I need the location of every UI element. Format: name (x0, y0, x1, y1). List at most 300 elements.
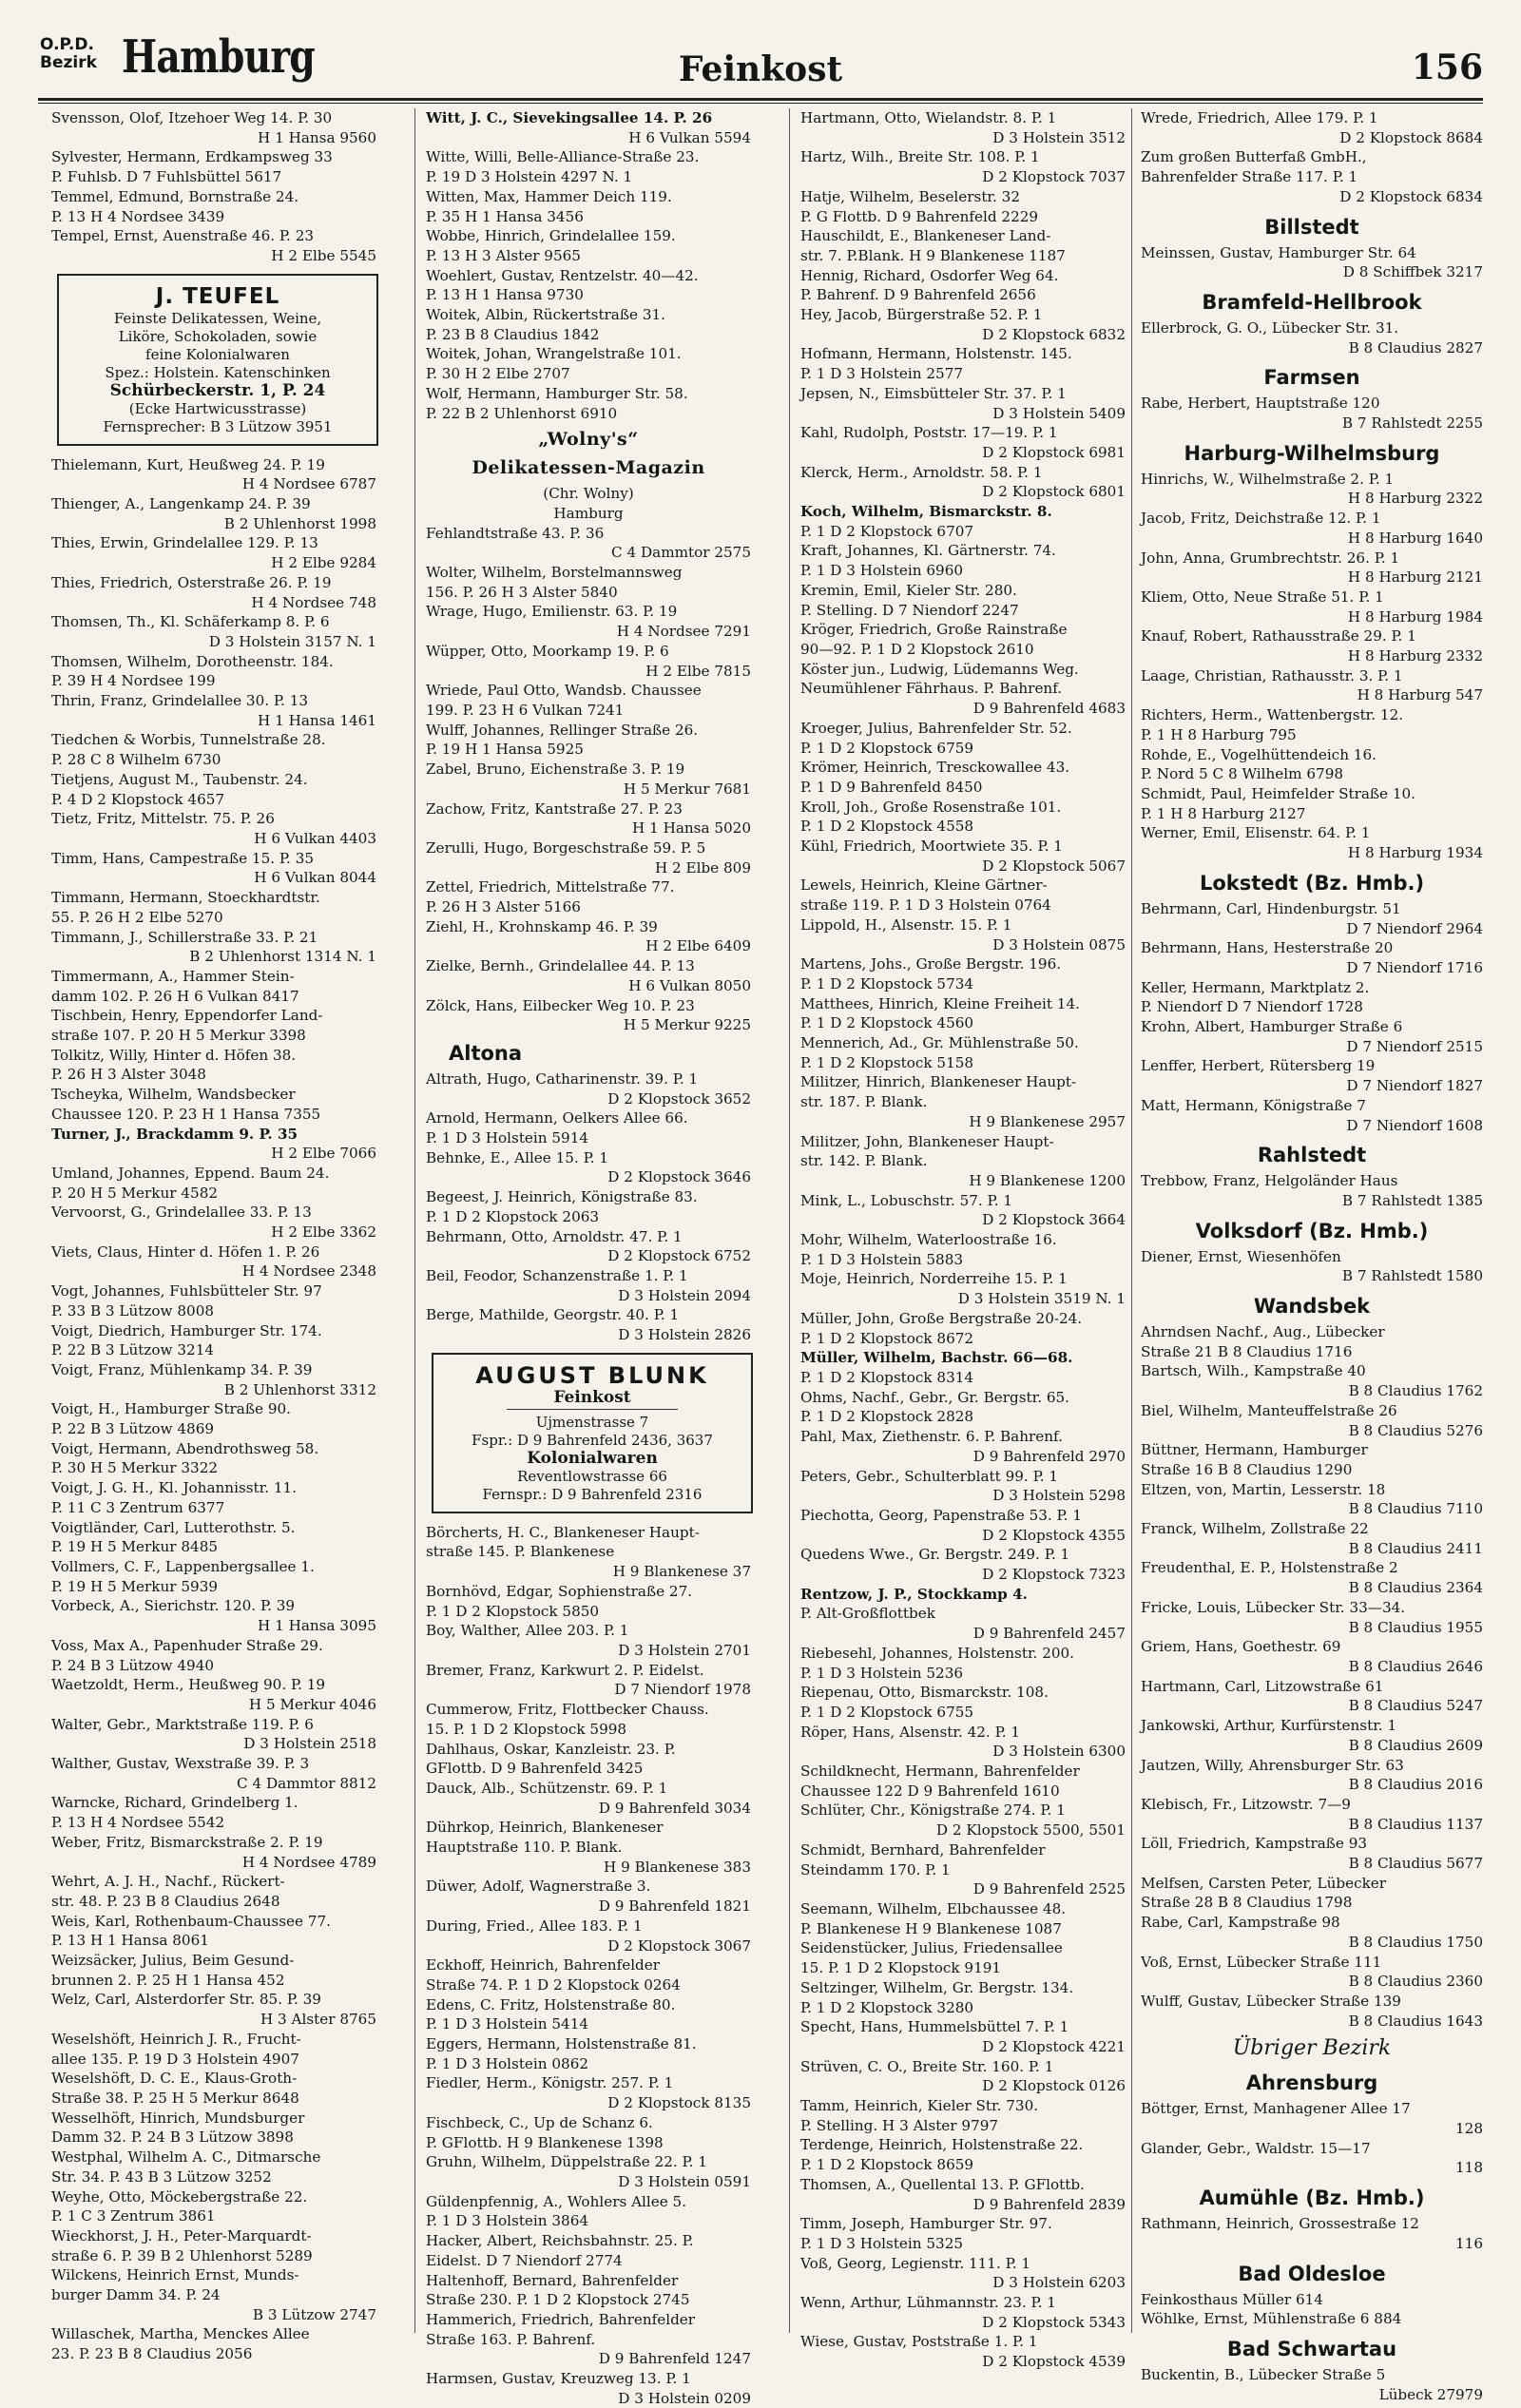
entry-text: 156. P. 26 H 3 Alster 5840 (426, 583, 618, 601)
entry-text: Tischbein, Henry, Eppendorfer Land- (51, 1007, 323, 1025)
directory-entry (426, 305, 751, 325)
directory-entry (426, 1700, 751, 1720)
entry-text: Löll, Friedrich, Kampstraße 93 (1141, 1835, 1368, 1853)
entry-text: Tolkitz, Willy, Hinter d. Höfen 38. (51, 1046, 297, 1064)
entry-phone: B 8 Claudius 7110 (1348, 1500, 1483, 1518)
entry-text: Wöhlke, Ernst, Mühlenstraße 6 884 (1141, 2310, 1402, 2328)
entry-text: Wrage, Hugo, Emilienstr. 63. P. 19 (426, 603, 678, 621)
directory-entry (800, 285, 1126, 305)
entry-text: Westphal, Wilhelm A. C., Ditmarsche (51, 2148, 321, 2167)
entry-text: Trebbow, Franz, Helgoländer Haus (1141, 1172, 1398, 1190)
entry-text: Militzer, John, Blankeneser Haupt- (800, 1132, 1054, 1150)
directory-entry (800, 2155, 1126, 2175)
entry-phone: D 3 Holstein 2701 (618, 1642, 751, 1659)
directory-entry (51, 2069, 376, 2089)
entry-phone: D 3 Holstein 3157 N. 1 (208, 632, 376, 650)
entry-text: Wesselhöft, Hinrich, Mundsburger (51, 2109, 305, 2127)
directory-entry (51, 1754, 376, 1793)
entry-phone: H 2 Elbe 3362 (271, 1223, 376, 1242)
entry-text: 15. P. 1 D 2 Klopstock 9191 (800, 1959, 1002, 1977)
entry-text: Straße 28 B 8 Claudius 1798 (1141, 1894, 1353, 1912)
directory-entry (800, 2116, 1126, 2136)
directory-entry (51, 1557, 376, 1577)
directory-entry (51, 612, 376, 651)
entry-text: Tscheyka, Wilhelm, Wandsbecker (51, 1086, 296, 1104)
directory-entry (800, 1840, 1126, 1860)
entry-text: Börcherts, H. C., Blankeneser Haupt- (426, 1523, 700, 1541)
directory-entry (426, 1779, 751, 1818)
directory-entry (800, 1860, 1126, 1899)
city-title: Hamburg (122, 30, 316, 84)
directory-entry (800, 915, 1126, 954)
entry-text: Schmidt, Bernhard, Bahrenfelder (800, 1840, 1046, 1859)
entry-text: Kliem, Otto, Neue Straße 51. P. 1 (1141, 588, 1384, 606)
entry-text: Welz, Carl, Alsterdorfer Str. 85. P. 39 (51, 1991, 321, 2009)
entry-text: Büttner, Hermann, Hamburger (1141, 1441, 1368, 1459)
directory-entry (800, 1545, 1126, 1584)
directory-entry (51, 1164, 376, 1184)
entry-text: Dührkop, Heinrich, Blankeneser (426, 1819, 664, 1837)
directory-entry (1141, 1795, 1483, 1834)
entry-phone: D 7 Niendorf 2515 (1346, 1037, 1483, 1055)
entry-text: P. 1 D 3 Holstein 0862 (426, 2054, 589, 2072)
entry-text: P. Stelling. H 3 Alster 9797 (800, 2116, 999, 2134)
entry-phone: D 2 Klopstock 3646 (607, 1168, 751, 1186)
entry-phone: D 2 Klopstock 8684 (1339, 128, 1483, 146)
directory-entry (426, 877, 751, 897)
entry-phone: D 2 Klopstock 4355 (982, 1526, 1126, 1544)
directory-entry (426, 897, 751, 917)
directory-entry (800, 837, 1126, 876)
entry-text: Str. 34. P. 43 B 3 Lützow 3252 (51, 2167, 272, 2186)
entry-text: Martens, Johs., Große Bergstr. 196. (800, 955, 1062, 973)
directory-entry (51, 1596, 376, 1635)
entry-phone: B 2 Uhlenhorst 3312 (223, 1380, 376, 1398)
directory-entry (1141, 899, 1483, 938)
directory-entry (1141, 1598, 1483, 1637)
entry-phone: D 2 Klopstock 5500, 5501 (935, 1821, 1126, 1840)
directory-entry (51, 2246, 376, 2266)
directory-entry (426, 2211, 751, 2231)
entry-phone: H 8 Harburg 2121 (1347, 568, 1483, 587)
entry-text: Straße 74. P. 1 D 2 Klopstock 0264 (426, 1975, 681, 1994)
entry-text: Wrede, Friedrich, Allee 179. P. 1 (1141, 109, 1378, 126)
directory-entry (426, 2231, 751, 2251)
entry-text: Franck, Wilhelm, Zollstraße 22 (1141, 1520, 1369, 1538)
directory-entry (426, 721, 751, 741)
directory-entry (800, 1407, 1126, 1427)
directory-entry (800, 1683, 1126, 1703)
entry-text: P. Alt-Großflottbek (800, 1605, 935, 1623)
directory-entry (426, 838, 751, 877)
directory-entry (426, 2073, 751, 2112)
entry-phone: B 8 Claudius 2646 (1348, 1658, 1483, 1675)
entry-text: Jepsen, N., Eimsbütteler Str. 37. P. 1 (800, 384, 1067, 402)
directory-entry (1141, 1992, 1483, 2031)
directory-entry (426, 2014, 751, 2034)
entry-text: Jankowski, Arthur, Kurfürstenstr. 1 (1141, 1717, 1397, 1735)
directory-entry (426, 167, 751, 187)
entry-text: GFlottb. D 9 Bahrenfeld 3425 (426, 1760, 644, 1778)
entry-text: Koch, Wilhelm, Bismarckstr. 8. (800, 503, 1052, 521)
directory-entry (800, 994, 1126, 1014)
entry-phone: B 8 Claudius 2827 (1348, 338, 1483, 356)
ad-line: feine Kolonialwaren (145, 345, 290, 363)
entry-phone: H 8 Harburg 1934 (1347, 844, 1483, 862)
directory-entry (1141, 666, 1483, 705)
entry-text: Ohms, Nachf., Gebr., Gr. Bergstr. 65. (800, 1388, 1069, 1406)
entry-text: Lewels, Heinrich, Kleine Gärtner- (800, 877, 1048, 895)
entry-text: Matt, Hermann, Königstraße 7 (1141, 1096, 1366, 1114)
entry-phone: D 3 Holstein 0875 (992, 935, 1126, 954)
entry-text: Ziehl, H., Krohnskamp 46. P. 39 (426, 917, 658, 935)
directory-entry (51, 1085, 376, 1105)
directory-entry (800, 679, 1126, 718)
directory-entry (800, 1092, 1126, 1131)
directory-entry (1141, 1834, 1483, 1873)
entry-text: Wehrt, A. J. H., Nachf., Rückert- (51, 1873, 285, 1891)
entry-text: Zielke, Bernh., Grindelallee 44. P. 13 (426, 957, 695, 975)
entry-text: Fricke, Louis, Lübecker Str. 33—34. (1141, 1598, 1406, 1616)
entry-phone: H 9 Blankenese 37 (612, 1563, 751, 1581)
directory-entry (800, 817, 1126, 837)
entry-text: Piechotta, Georg, Papenstraße 53. P. 1 (800, 1506, 1083, 1524)
entry-text: Witt, J. C., Sievekingsallee 14. P. 26 (426, 109, 713, 126)
entry-text: Eidelst. D 7 Niendorf 2774 (426, 2251, 623, 2269)
entry-text: P. 1 D 2 Klopstock 5734 (800, 974, 974, 992)
directory-entry (51, 671, 376, 691)
entry-text: Schildknecht, Hermann, Bahrenfelder (800, 1763, 1080, 1781)
entry-phone: D 2 Klopstock 4539 (982, 2353, 1126, 2371)
directory-entry (800, 207, 1126, 227)
entry-text: Schmidt, Paul, Heimfelder Straße 10. (1141, 784, 1416, 802)
entry-text: Jautzen, Willy, Ahrensburger Str. 63 (1141, 1756, 1404, 1774)
entry-text: P. 1 D 3 Holstein 2577 (800, 365, 964, 383)
entry-text: Kremin, Emil, Kieler Str. 280. (800, 581, 1017, 599)
entry-phone: H 8 Harburg 1640 (1347, 529, 1483, 547)
directory-entry (426, 1975, 751, 1995)
directory-entry (1141, 1017, 1483, 1056)
entry-text: Thrin, Franz, Grindelallee 30. P. 13 (51, 692, 309, 710)
page-number: 156 (1411, 48, 1483, 87)
directory-entry (800, 2057, 1126, 2096)
entry-phone: B 8 Claudius 5247 (1348, 1697, 1483, 1715)
directory-entry (426, 2310, 751, 2330)
entry-text: Bartsch, Wilh., Kampstraße 40 (1141, 1362, 1366, 1380)
directory-entry (426, 246, 751, 266)
directory-entry (800, 758, 1126, 778)
entry-text: Hatje, Wilhelm, Beselerstr. 32 (800, 187, 1020, 205)
directory-entry (1141, 745, 1483, 765)
entry-text: 15. P. 1 D 2 Klopstock 5998 (426, 1720, 627, 1738)
directory-entry (800, 1938, 1126, 1958)
directory-entry (51, 2128, 376, 2148)
district-heading: Altona (449, 1041, 523, 1065)
directory-entry (426, 740, 751, 760)
entry-text: Weselshöft, D. C. E., Klaus-Groth- (51, 2070, 298, 2088)
directory-entry (800, 2254, 1126, 2293)
entry-phone: D 2 Klopstock 5343 (982, 2313, 1126, 2331)
entry-text: Wüpper, Otto, Moorkamp 19. P. 6 (426, 642, 669, 660)
entry-text: str. 187. P. Blank. (800, 1093, 928, 1111)
entry-text: Lenffer, Herbert, Rütersberg 19 (1141, 1057, 1376, 1075)
entry-text: Köster jun., Ludwig, Lüdemanns Weg. (800, 660, 1079, 678)
directory-entry (51, 2344, 376, 2364)
directory-entry (1141, 1361, 1483, 1400)
entry-text: Meinssen, Gustav, Hamburger Str. 64 (1141, 243, 1416, 261)
entry-text: P. Niendorf D 7 Niendorf 1728 (1141, 998, 1363, 1016)
directory-entry (1141, 167, 1483, 206)
entry-text: P. 1 D 3 Holstein 5914 (426, 1129, 589, 1147)
entry-phone: C 4 Dammtor 8812 (237, 1774, 376, 1792)
entry-text: Wolf, Hermann, Hamburger Str. 58. (426, 384, 688, 402)
entry-text: Arnold, Hermann, Oelkers Allee 66. (426, 1109, 688, 1127)
entry-text: Bremer, Franz, Karkwurt 2. P. Eidelst. (426, 1661, 704, 1679)
entry-phone: B 2 Uhlenhorst 1314 N. 1 (189, 948, 376, 966)
entry-phone: D 2 Klopstock 3664 (982, 1211, 1126, 1229)
entry-text: P. 13 H 4 Nordsee 5542 (51, 1814, 225, 1832)
directory-entry (51, 1498, 376, 1518)
entry-phone: H 9 Blankenese 2957 (969, 1112, 1126, 1130)
directory-entry (800, 541, 1126, 561)
directory-entry (51, 1892, 376, 1912)
directory-entry (51, 108, 376, 147)
entry-text: Timmann, J., Schillerstraße 33. P. 21 (51, 928, 318, 946)
directory-entry (51, 809, 376, 848)
entry-text: Sylvester, Hermann, Erdkampsweg 33 (51, 148, 333, 166)
column-divider (1131, 108, 1132, 2333)
entry-phone: H 1 Hansa 3095 (258, 1617, 376, 1635)
entry-text: Umland, Johannes, Eppend. Baum 24. (51, 1164, 330, 1182)
directory-entry (800, 1958, 1126, 1978)
entry-text: John, Anna, Grumbrechtstr. 26. P. 1 (1141, 549, 1400, 567)
directory-entry (51, 2187, 376, 2207)
directory-entry (426, 2192, 751, 2212)
entry-text: Steindamm 170. P. 1 (800, 1860, 951, 1878)
directory-entry (51, 1360, 376, 1399)
ad-heading: Delikatessen-Magazin (472, 457, 705, 479)
entry-text: straße 6. P. 39 B 2 Uhlenhorst 5289 (51, 2246, 313, 2264)
directory-entry (1141, 804, 1483, 824)
entry-text: P. 22 B 2 Uhlenhorst 6910 (426, 404, 618, 422)
entry-text: Thies, Friedrich, Osterstraße 26. P. 19 (51, 573, 332, 591)
directory-entry (426, 701, 751, 721)
entry-text: P. 1 D 9 Bahrenfeld 8450 (800, 778, 983, 796)
entry-phone: D 7 Niendorf 1827 (1346, 1077, 1483, 1095)
entry-text: Chaussee 122 D 9 Bahrenfeld 1610 (800, 1782, 1060, 1800)
entry-text: Terdenge, Heinrich, Holstenstraße 22. (800, 2136, 1084, 2154)
entry-text: Wriede, Paul Otto, Wandsb. Chaussee (426, 682, 702, 700)
entry-text: P. 1 D 2 Klopstock 6707 (800, 522, 974, 540)
entry-phone: D 3 Holstein 5298 (992, 1487, 1126, 1505)
entry-text: Walther, Gustav, Wexstraße 39. P. 3 (51, 1755, 310, 1773)
entry-phone: D 9 Bahrenfeld 1247 (598, 2350, 751, 2368)
entry-text: Werner, Emil, Elisenstr. 64. P. 1 (1141, 824, 1371, 842)
directory-entry (426, 1661, 751, 1700)
directory-entry (800, 739, 1126, 759)
entry-text: Woitek, Albin, Rückertstraße 31. (426, 306, 665, 324)
entry-text: Lippold, H., Alsenstr. 15. P. 1 (800, 915, 1012, 934)
directory-entry (426, 364, 751, 384)
entry-text: Voigt, Franz, Mühlenkamp 34. P. 39 (51, 1360, 313, 1378)
entry-text: Mennerich, Ad., Gr. Mühlenstraße 50. (800, 1034, 1079, 1052)
directory-entry (426, 1108, 751, 1128)
directory-entry (1141, 1953, 1483, 1992)
directory-entry (426, 2330, 751, 2369)
entry-phone: H 4 Nordsee 748 (251, 593, 376, 611)
directory-entry (1141, 823, 1483, 862)
ad-subtitle: Kolonialwaren (527, 1448, 658, 1468)
directory-entry (426, 1227, 751, 1266)
entry-text: Zum großen Butterfaß GmbH., (1141, 148, 1367, 166)
directory-entry (800, 2332, 1126, 2371)
district-heading: Bad Oldesloe (1238, 2262, 1386, 2285)
entry-text: Chaussee 120. P. 23 H 1 Hansa 7355 (51, 1105, 321, 1123)
entry-phone: H 4 Nordsee 4789 (241, 1853, 376, 1871)
directory-entry (800, 266, 1126, 286)
entry-text: 90—92. P. 1 D 2 Klopstock 2610 (800, 640, 1034, 658)
directory-entry (1141, 318, 1483, 357)
directory-entry (426, 384, 751, 404)
entry-text: P. 1 D 3 Holstein 5236 (800, 1664, 964, 1682)
entry-text: Vervoorst, G., Grindelallee 33. P. 13 (51, 1204, 312, 1222)
entry-text: Woehlert, Gustav, Rentzelstr. 40—42. (426, 266, 699, 284)
entry-text: Weis, Karl, Rothenbaum-Chaussee 77. (51, 1912, 331, 1930)
entry-text: Witten, Max, Hammer Deich 119. (426, 187, 672, 205)
directory-entry (51, 1301, 376, 1321)
section-title: Feinkost (678, 49, 843, 89)
entry-text: P. 33 B 3 Lützow 8008 (51, 1301, 215, 1320)
entry-text: Haltenhoff, Bernard, Bahrenfelder (426, 2271, 679, 2289)
directory-entry (51, 167, 376, 187)
entry-phone: H 2 Elbe 7066 (271, 1145, 376, 1163)
entry-phone: D 9 Bahrenfeld 1821 (598, 1898, 751, 1916)
directory-entry (1141, 549, 1483, 588)
entry-text: Eggers, Hermann, Holstenstraße 81. (426, 2035, 697, 2053)
directory-entry (1141, 1893, 1483, 1913)
entry-text: Cummerow, Fritz, Flottbecker Chauss. (426, 1701, 709, 1719)
directory-entry (426, 344, 751, 364)
directory-entry (800, 344, 1126, 364)
ad-phone: Fernsprecher: B 3 Lützow 3951 (103, 417, 333, 435)
directory-entry (426, 1877, 751, 1916)
directory-entry (51, 1833, 376, 1872)
entry-phone: 118 (1455, 2159, 1483, 2177)
entry-text: Behrmann, Otto, Arnoldstr. 47. P. 1 (426, 1227, 683, 1245)
entry-text: Jacob, Fritz, Deichstraße 12. P. 1 (1141, 510, 1381, 528)
entry-phone: D 7 Niendorf 2964 (1346, 919, 1483, 937)
directory-entry (51, 1931, 376, 1951)
directory-entry (1141, 626, 1483, 665)
directory-entry (51, 987, 376, 1007)
entry-text: Waetzoldt, Herm., Heußweg 90. P. 19 (51, 1676, 326, 1694)
directory-entry (800, 561, 1126, 581)
entry-phone: B 8 Claudius 2411 (1348, 1539, 1483, 1557)
entry-text: Eltzen, von, Martin, Lesserstr. 18 (1141, 1480, 1386, 1498)
directory-entry (1141, 2365, 1483, 2404)
directory-entry (51, 1458, 376, 1478)
directory-entry (800, 1801, 1126, 1840)
district-heading: Farmsen (1263, 366, 1360, 390)
entry-text: Fiedler, Herm., Königstr. 257. P. 1 (426, 2074, 674, 2092)
directory-entry (1141, 705, 1483, 725)
entry-text: Wilckens, Heinrich Ernst, Munds- (51, 2266, 299, 2284)
entry-text: Dahlhaus, Oskar, Kanzleistr. 23. P. (426, 1740, 676, 1758)
directory-entry (426, 2113, 751, 2133)
entry-text: Thielemann, Kurt, Heußweg 24. P. 19 (51, 455, 325, 473)
entry-text: Müller, Wilhelm, Bachstr. 66—68. (800, 1349, 1073, 1367)
entry-text: allee 135. P. 19 D 3 Holstein 4907 (51, 2050, 299, 2068)
directory-entry (51, 226, 376, 265)
directory-entry (1141, 1322, 1483, 1342)
entry-phone: H 5 Merkur 7681 (623, 780, 751, 798)
entry-text: Freudenthal, E. P., Holstenstraße 2 (1141, 1559, 1398, 1577)
entry-phone: H 1 Hansa 1461 (258, 711, 376, 729)
directory-entry (1141, 1056, 1483, 1095)
directory-entry (1141, 394, 1483, 433)
entry-text: Ellerbrock, G. O., Lübecker Str. 31. (1141, 318, 1399, 337)
entry-phone: H 9 Blankenese 383 (604, 1858, 751, 1876)
entry-phone: D 2 Klopstock 6801 (982, 483, 1126, 501)
entry-phone: B 8 Claudius 1750 (1348, 1933, 1483, 1951)
directory-entry (426, 1720, 751, 1740)
entry-phone: H 8 Harburg 1984 (1347, 607, 1483, 626)
entry-phone: H 6 Vulkan 4403 (254, 829, 376, 847)
entry-text: P. 26 H 3 Alster 3048 (51, 1066, 206, 1084)
entry-text: Rabe, Carl, Kampstraße 98 (1141, 1914, 1340, 1932)
directory-entry (426, 1582, 751, 1602)
entry-text: straße 107. P. 20 H 5 Merkur 3398 (51, 1027, 306, 1045)
entry-text: P. 1 D 2 Klopstock 8659 (800, 2156, 974, 2174)
entry-phone: B 8 Claudius 2016 (1348, 1776, 1483, 1794)
entry-text: Hauptstraße 110. P. Blank. (426, 1839, 623, 1857)
directory-entry (1141, 1756, 1483, 1795)
entry-text: Seltzinger, Wilhelm, Gr. Bergstr. 134. (800, 1978, 1074, 1996)
directory-entry (426, 226, 751, 246)
entry-phone: D 3 Holstein 2094 (618, 1286, 751, 1304)
entry-text: P. Fuhlsb. D 7 Fuhlsbüttel 5617 (51, 168, 282, 186)
directory-entry (1141, 784, 1483, 804)
directory-entry (51, 967, 376, 987)
opd-label: O.P.D. (40, 35, 94, 54)
entry-phone: B 3 Lützow 2747 (252, 2305, 376, 2323)
entry-text: P. 1 D 3 Holstein 6960 (800, 562, 964, 580)
entry-phone: D 9 Bahrenfeld 2457 (972, 1625, 1126, 1643)
directory-entry (51, 2148, 376, 2167)
entry-text: P. GFlottb. H 9 Blankenese 1398 (426, 2133, 664, 2151)
entry-text: P. 1 D 3 Holstein 3864 (426, 2212, 589, 2230)
entry-phone: D 2 Klopstock 7037 (982, 168, 1126, 186)
entry-text: Riebesehl, Johannes, Holstenstr. 200. (800, 1644, 1075, 1662)
entry-text: Krohn, Albert, Hamburger Straße 6 (1141, 1018, 1403, 1036)
entry-text: P. 20 H 5 Merkur 4582 (51, 1184, 219, 1202)
directory-entry (51, 790, 376, 810)
directory-entry (800, 1782, 1126, 1801)
entry-phone: B 8 Claudius 2609 (1348, 1736, 1483, 1754)
directory-entry (1141, 1460, 1483, 1480)
entry-text: P. 39 H 4 Nordsee 199 (51, 672, 216, 690)
entry-text: Voigt, Hermann, Abendrothsweg 58. (51, 1439, 319, 1457)
entry-text: P. 26 H 3 Alster 5166 (426, 898, 581, 916)
entry-phone: H 6 Vulkan 8050 (628, 976, 751, 994)
entry-text: Thomsen, A., Quellental 13. P. GFlottb. (800, 2175, 1085, 2193)
entry-text: Moje, Heinrich, Norderreihe 15. P. 1 (800, 1270, 1068, 1288)
district-heading: Bad Schwartau (1226, 2337, 1397, 2360)
entry-text: Zölck, Hans, Eilbecker Weg 10. P. 23 (426, 996, 695, 1014)
entry-text: Begeest, J. Heinrich, Königstraße 83. (426, 1188, 698, 1206)
ad-address: Ujmenstrasse 7 (535, 1413, 649, 1431)
directory-entry (1141, 243, 1483, 282)
